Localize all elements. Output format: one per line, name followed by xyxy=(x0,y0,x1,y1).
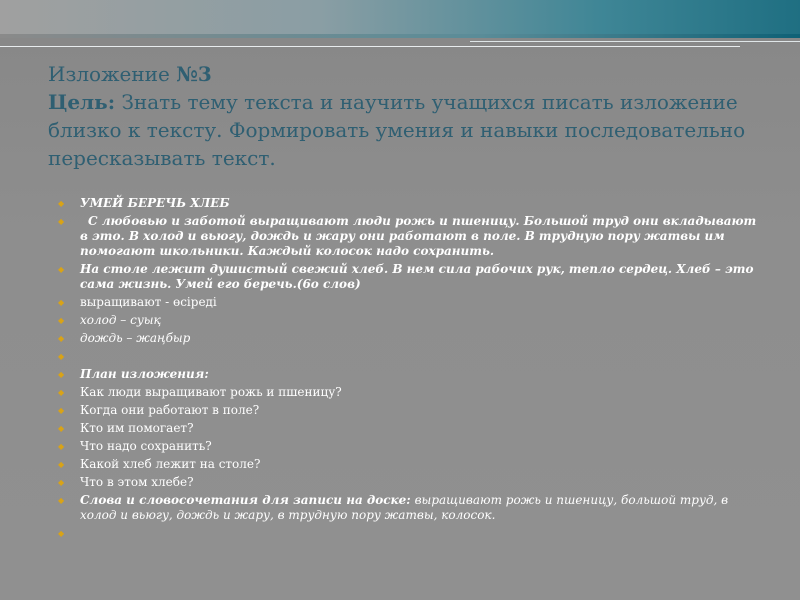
plan-question: ◆ Что надо сохранить? xyxy=(58,439,758,454)
vocab-item: ◆ холод – суық xyxy=(58,313,758,328)
title-number: №3 xyxy=(176,62,212,86)
goal-label: Цель: xyxy=(48,90,116,114)
title-text: Изложение xyxy=(48,62,177,86)
plan-heading: ◆ План изложения: xyxy=(58,367,758,382)
vocab-item: ◆ выращивают - өсіреді xyxy=(58,295,758,310)
plan-question: ◆ Какой хлеб лежит на столе? xyxy=(58,457,758,472)
board-label: Слова и словосочетания для записи на доске: xyxy=(80,493,411,507)
decor-line xyxy=(0,46,740,47)
vocab-item: ◆ дождь – жаңбыр xyxy=(58,331,758,346)
plan-question: ◆ Когда они работают в поле? xyxy=(58,403,758,418)
goal-text: Знать тему текста и научить учащихся писать изложение близко к тексту. Формировать умения и навыки последовательно пересказывать текст. xyxy=(48,90,746,170)
story-paragraph-2: ◆ На столе лежит душистый свежий хлеб. В нем сила рабочих рук, тепло сердец. Хлеб – это сама жизнь. Умей его беречь.(6о слов) xyxy=(58,262,758,292)
story-paragraph-1-text: С любовью и заботой выращивают люди рожь и пшеницу. Большой труд они вкладывают в это. В холод и вьюгу, дождь и жару они работают в поле. В трудную пору жатвы им помогают школьники. Каждый колосок надо сохранить. xyxy=(80,214,757,258)
story-heading: ◆ УМЕЙ БЕРЕЧЬ ХЛЕБ xyxy=(58,196,758,211)
slide-title xyxy=(48,60,748,172)
top-decor-band xyxy=(0,0,800,38)
decor-line xyxy=(470,41,800,42)
plan-question: ◆ Кто им помогает? xyxy=(58,421,758,436)
empty-item xyxy=(58,526,758,541)
plan-question: ◆ Как люди выращивают рожь и пшеницу? xyxy=(58,385,758,400)
empty-item xyxy=(58,349,758,364)
content-list xyxy=(58,196,758,544)
plan-question: ◆ Что в этом хлебе? xyxy=(58,475,758,490)
board-words xyxy=(58,493,758,523)
story-paragraph-1 xyxy=(58,214,758,259)
board-text: выращивают рожь и пшеницу, большой труд, в холод и вьюгу, дождь и жару, в трудную пору жатвы, колосок. xyxy=(80,493,729,522)
